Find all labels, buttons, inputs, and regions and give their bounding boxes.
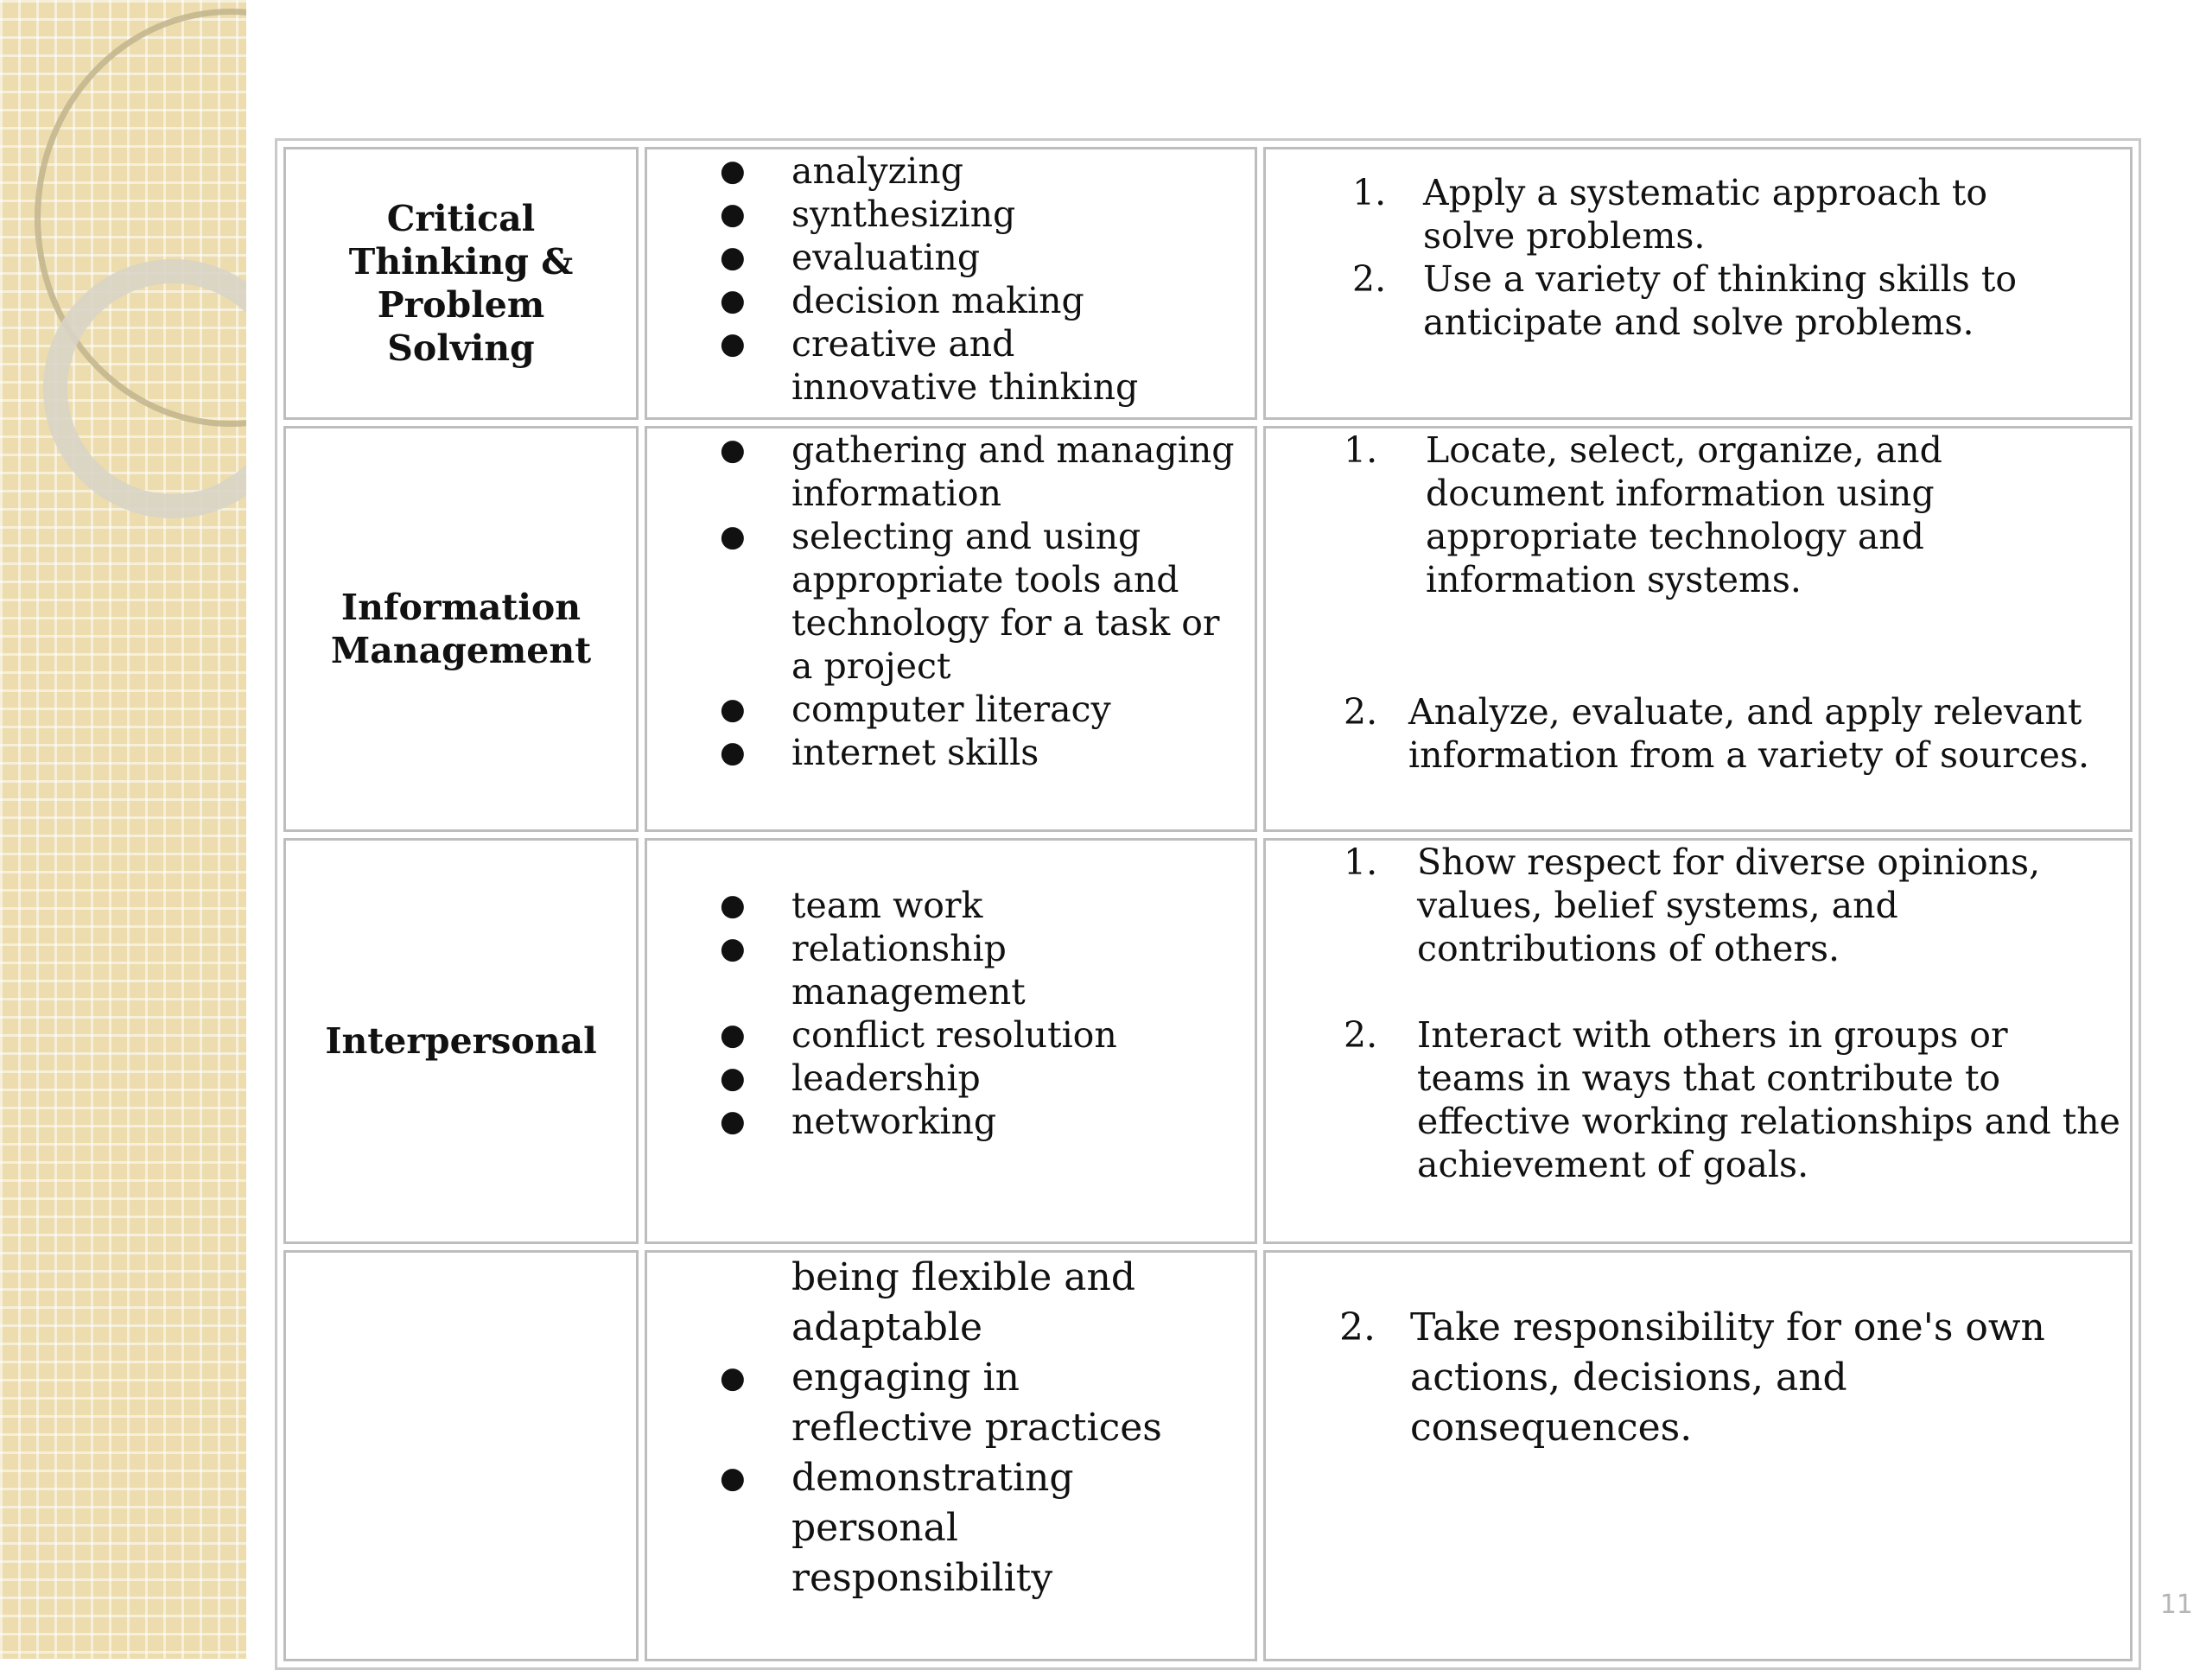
list-item: ● selecting and using appropriate tools and technology for a task or a project	[720, 516, 1220, 687]
outcomes-cell	[1263, 1250, 2133, 1661]
list-item: 2. Interact with others in groups or teams in ways that contribute to effective working relationships and the achievement of goals.	[1344, 1014, 2120, 1185]
list-item: ● synthesizing	[720, 194, 1016, 235]
page-number: 11	[2159, 1590, 2193, 1620]
outcomes-cell	[1263, 147, 2133, 420]
list-item: ● creative and innovative thinking	[720, 323, 1139, 408]
items-cell	[645, 426, 1257, 832]
list-item: 1. Apply a systematic approach to solve problems.	[1352, 172, 1987, 257]
list-item: 2. Use a variety of thinking skills to anticipate and solve problems.	[1352, 258, 2018, 343]
list-item: 2. Take responsibility for one's own actions, decisions, and consequences.	[1339, 1305, 2045, 1450]
skill-cell	[283, 1250, 639, 1661]
list-item: ● demonstrating personal responsibility	[720, 1456, 1074, 1600]
list-item: being flexible and adaptable	[791, 1255, 1136, 1349]
outcomes-cell	[1263, 426, 2133, 832]
list-item: 1. Locate, select, organize, and document information using appropriate technology and information systems.	[1344, 429, 1942, 600]
list-item: ● decision making	[720, 280, 1084, 321]
table-row	[283, 838, 2133, 1244]
list-item: ● team work	[720, 885, 983, 926]
table-row	[283, 147, 2133, 420]
list-item: ● engaging in reflective practices	[720, 1356, 1162, 1450]
list-item: ● analyzing	[720, 150, 963, 192]
list-item: ● networking	[720, 1101, 997, 1142]
list-item: ● leadership	[720, 1057, 981, 1099]
skill-cell: Information Management	[283, 426, 639, 832]
table-row	[283, 426, 2133, 832]
skill-cell: Critical Thinking & Problem Solving	[283, 147, 639, 420]
list-item: ● relationship management	[720, 928, 1026, 1013]
list-item: 2. Analyze, evaluate, and apply relevant information from a variety of sources.	[1344, 691, 2090, 776]
items-cell	[645, 147, 1257, 420]
list-item: ● conflict resolution	[720, 1014, 1117, 1056]
table-row	[283, 1250, 2133, 1661]
list-item: ● gathering and managing information	[720, 429, 1235, 514]
items-cell	[645, 838, 1257, 1244]
skills-table	[275, 138, 2141, 1670]
outcomes-cell	[1263, 838, 2133, 1244]
list-item: ● evaluating	[720, 237, 981, 278]
list-item: ● internet skills	[720, 732, 1039, 773]
skill-cell: Interpersonal	[283, 838, 639, 1244]
list-item: 1. Show respect for diverse opinions, values, belief systems, and contributions of others.	[1344, 841, 2041, 969]
list-item: ● computer literacy	[720, 689, 1111, 730]
items-cell	[645, 1250, 1257, 1661]
